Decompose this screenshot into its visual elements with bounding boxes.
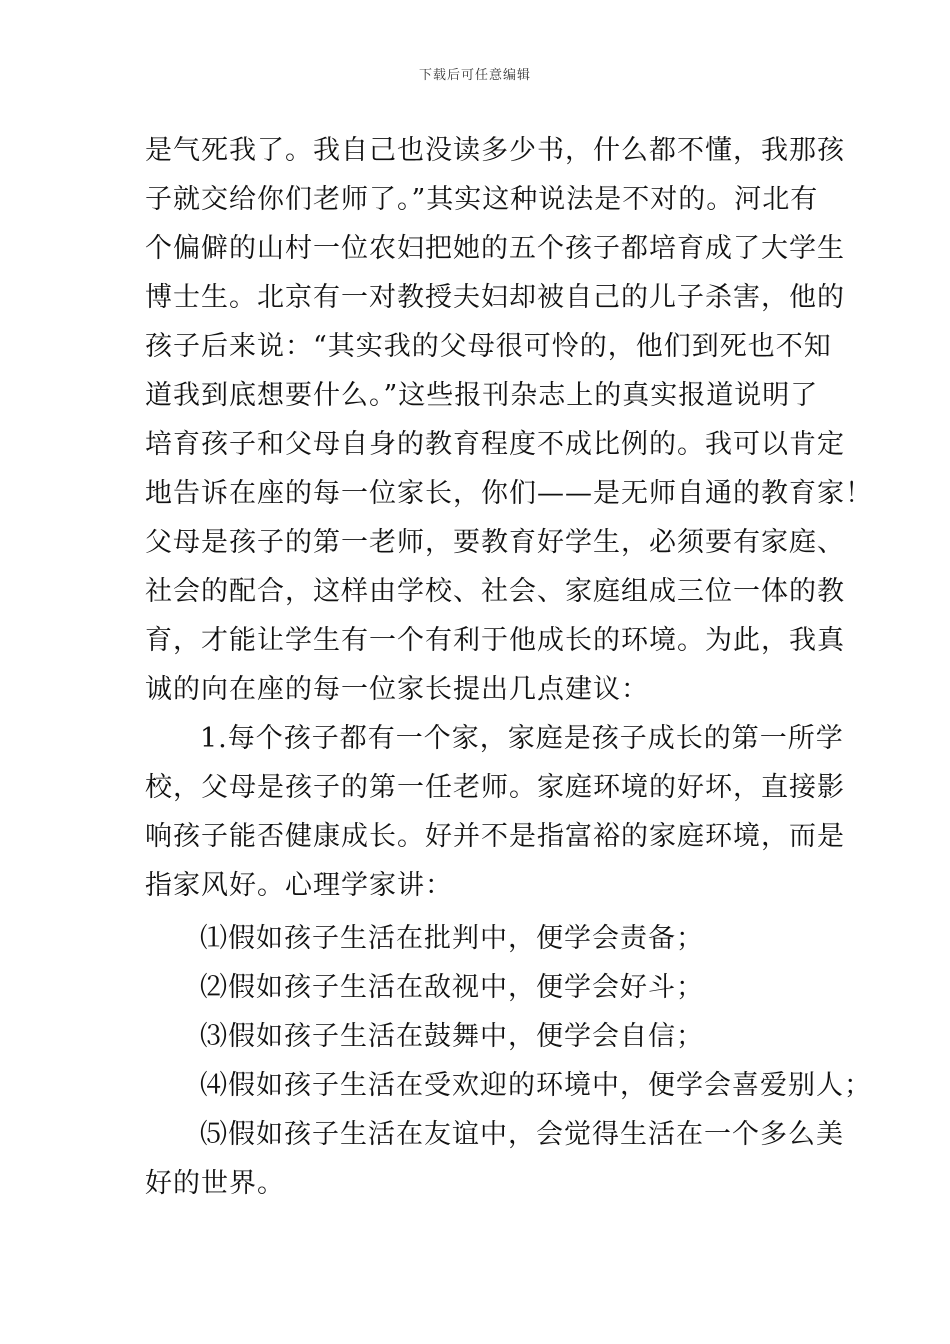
advice-list: [145, 914, 872, 1208]
page-header: 下载后可任意编辑: [418, 68, 531, 83]
text-line: 地告诉在座的每一位家长，你们——是无师自通的教育家！: [145, 478, 873, 509]
text-line: 社会的配合，这样由学校、社会、家庭组成三位一体的教: [145, 576, 845, 607]
list-item-continuation: 好的世界。: [145, 1168, 285, 1199]
paragraph-1: [145, 126, 873, 714]
text-line: 育，才能让学生有一个有利于他成长的环境。为此，我真: [145, 625, 845, 656]
list-item: ⑸假如孩子生活在友谊中，会觉得生活在一个多么美: [200, 1119, 844, 1150]
list-item: ⑷假如孩子生活在受欢迎的环境中，便学会喜爱别人；: [200, 1070, 872, 1101]
text-line: 道我到底想要什么。”这些报刊杂志上的真实报道说明了: [145, 380, 819, 411]
text-line: 响孩子能否健康成长。好并不是指富裕的家庭环境，而是: [145, 821, 845, 852]
text-line: 子就交给你们老师了。”其实这种说法是不对的。河北有: [145, 184, 819, 215]
text-line: 是气死我了。我自己也没读多少书，什么都不懂，我那孩: [145, 135, 845, 166]
list-item: ⑶假如孩子生活在鼓舞中，便学会自信；: [200, 1021, 704, 1052]
text-line: 校，父母是孩子的第一任老师。家庭环境的好坏，直接影: [145, 772, 845, 803]
list-item: ⑴假如孩子生活在批判中，便学会责备；: [200, 923, 704, 954]
text-line: 1.每个孩子都有一个家，家庭是孩子成长的第一所学: [200, 723, 844, 754]
text-line: 孩子后来说：“其实我的父母很可怜的，他们到死也不知: [145, 331, 832, 362]
text-line: 诚的向在座的每一位家长提出几点建议：: [145, 674, 649, 705]
document-body: [145, 126, 873, 1208]
list-item: ⑵假如孩子生活在敌视中，便学会好斗；: [200, 972, 704, 1003]
text-line: 父母是孩子的第一老师，要教育好学生，必须要有家庭、: [145, 527, 845, 558]
text-line: 培育孩子和父母自身的教育程度不成比例的。我可以肯定: [145, 429, 845, 460]
text-line: 个偏僻的山村一位农妇把她的五个孩子都培育成了大学生: [145, 233, 845, 264]
text-line: 博士生。北京有一对教授夫妇却被自己的儿子杀害，他的: [145, 282, 845, 313]
text-line: 指家风好。心理学家讲：: [145, 870, 453, 901]
paragraph-2: [145, 714, 845, 910]
